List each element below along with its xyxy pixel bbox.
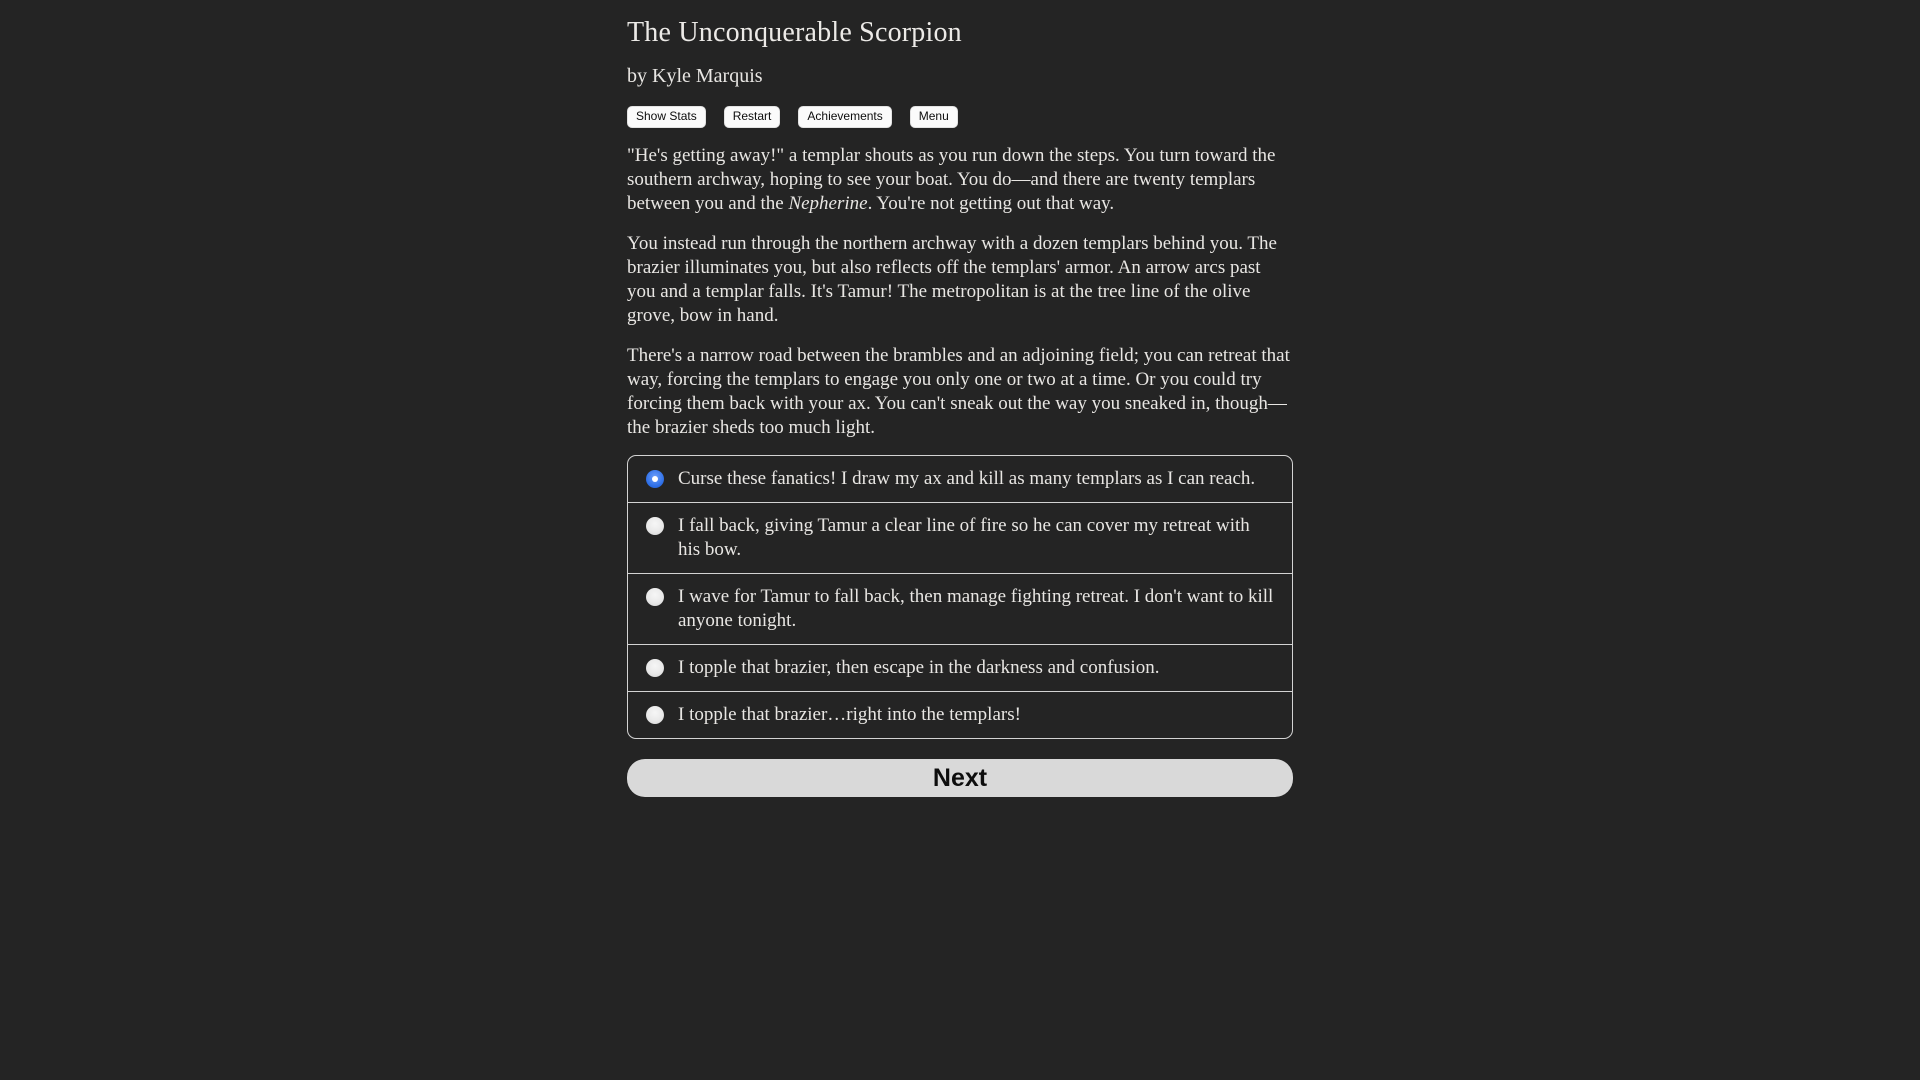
radio-button-icon[interactable] [646, 706, 664, 724]
story-paragraph-2: You instead run through the northern archway with a dozen templars behind you. The brazier illuminates you, but also reflects off the templars' armor. An arrow arcs past you and a templar falls. It's Tamur! The metropolitan is at the tree line of the olive grove, bow in hand. [627, 233, 1277, 326]
next-button[interactable]: Next [627, 759, 1293, 797]
ship-name-italic: Nepherine [788, 193, 868, 214]
choice-option-label: Curse these fanatics! I draw my ax and kill as many templars as I can reach. [678, 468, 1256, 489]
choice-option-label: I wave for Tamur to fall back, then manage fighting retreat. I don't want to kill anyone tonight. [678, 586, 1274, 631]
story-paragraph-3: There's a narrow road between the brambles and an adjoining field; you can retreat that way, forcing the templars to engage you only one or two at a time. Or you could try forcing them back with your ax. You can't sneak out the way you sneaked in, though—the brazier sheds too much light. [627, 345, 1290, 438]
story-text-segment: "He's getting away!" a templar shouts as you run down the steps. You turn toward the southern archway, hoping to see your boat. You do—and there are twenty templars between you and the [627, 145, 1276, 214]
choice-option-label: I fall back, giving Tamur a clear line of fire so he can cover my retreat with his bow. [678, 515, 1250, 560]
choice-option-5[interactable] [628, 691, 1292, 738]
choice-option-1[interactable] [628, 456, 1292, 502]
author-byline: by Kyle Marquis [627, 65, 763, 87]
page-title: The Unconquerable Scorpion [627, 17, 962, 48]
toolbar [627, 106, 1293, 128]
menu-button[interactable]: Menu [910, 106, 958, 128]
choice-option-label: I topple that brazier, then escape in the darkness and confusion. [678, 657, 1160, 678]
achievements-button[interactable]: Achievements [798, 106, 891, 128]
choice-list [627, 455, 1293, 739]
story-text-segment: . You're not getting out that way. [867, 193, 1115, 214]
radio-button-icon[interactable] [646, 659, 664, 677]
story-paragraph-1 [627, 144, 1293, 216]
choice-option-4[interactable] [628, 644, 1292, 691]
restart-button[interactable]: Restart [724, 106, 781, 128]
radio-button-icon[interactable] [646, 588, 664, 606]
radio-button-icon[interactable] [646, 517, 664, 535]
game-content [627, 0, 1293, 797]
radio-button-icon[interactable] [646, 470, 664, 488]
choice-option-3[interactable] [628, 573, 1292, 644]
choice-option-label: I topple that brazier…right into the templars! [678, 704, 1021, 725]
show-stats-button[interactable]: Show Stats [627, 106, 706, 128]
choice-option-2[interactable] [628, 502, 1292, 573]
